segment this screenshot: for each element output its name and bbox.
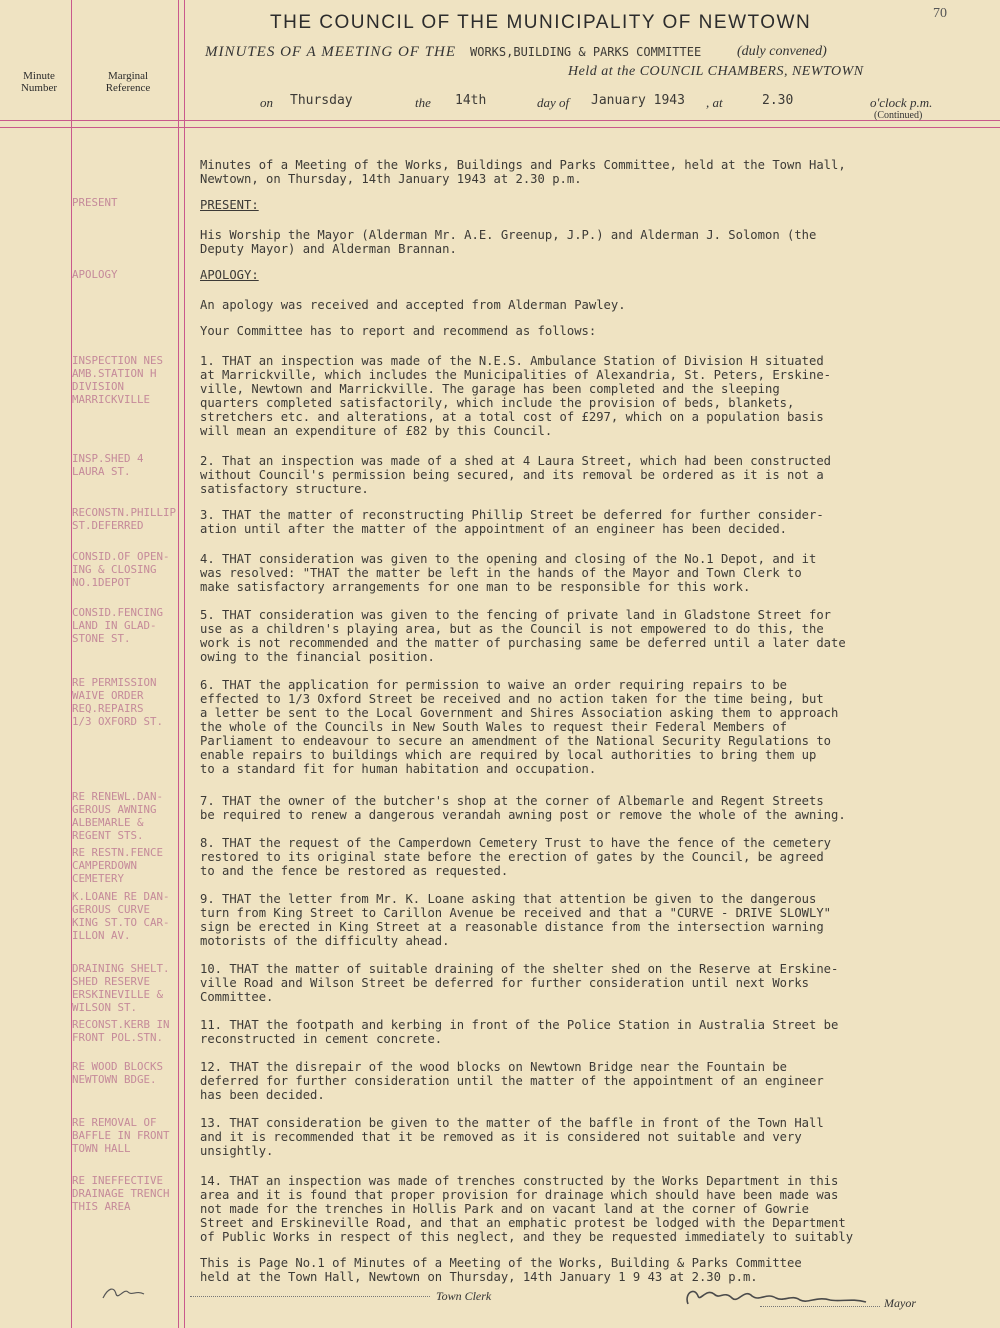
report-paragraph: Your Committee has to report and recommend as follows: xyxy=(200,324,597,338)
council-title: THE COUNCIL OF THE MUNICIPALITY OF NEWTOWN xyxy=(270,12,812,33)
margin-ref-item-9: K.LOANE RE DAN- GEROUS CURVE KING ST.TO CAR- ILLON AV. xyxy=(72,890,170,942)
minute-item-7: 7. THAT the owner of the butcher's shop at the corner of Albemarle and Regent Streets be required to renew a dangerous verandah awning post or remove the whole of the awning. xyxy=(200,794,846,822)
column-header-marginal-reference: Marginal Reference xyxy=(105,70,151,94)
margin-ref-item-6: RE PERMISSION WAIVE ORDER REQ.REPAIRS 1/3 OXFORD ST. xyxy=(72,676,164,728)
present-heading: PRESENT: xyxy=(200,198,259,212)
minute-item-13: 13. THAT consideration be given to the matter of the baffle in front of the Town Hall and it is recommended that it be removed as it is considered not suitable and very unsightly. xyxy=(200,1116,824,1158)
ruling-line-margin-column-2 xyxy=(184,0,185,1328)
meeting-time: 2.30 xyxy=(762,93,794,108)
minute-item-12: 12. THAT the disrepair of the wood blocks on Newtown Bridge near the Fountain be deferred for further consideration until the matter of the appointment of an engineer has been decided. xyxy=(200,1060,824,1102)
apology-paragraph: An apology was received and accepted from Alderman Pawley. xyxy=(200,298,626,312)
minute-item-6: 6. THAT the application for permission to waive an order requiring repairs to be effected to 1/3 Oxford Street be received and no action taken for the time being, but a letter be sent to the Local Government and Shires Association asking them to approach the whole of the Councils in New South Wales to request their Federal Members of Parliament to endeavour to secure an amendment of the National Security Regulations to enable repairs to buildings which are required by local authorities to bring them up to a standard fit for human habitation and occupation. xyxy=(200,678,839,776)
minute-item-4: 4. THAT consideration was given to the opening and closing of the No.1 Depot, and it was resolved: "THAT the matter be left in the hands of the Mayor and Town Clerk to make satisfactory arrangements for one man to be responsible for this work. xyxy=(200,552,817,594)
town-clerk-signature-line xyxy=(190,1296,430,1297)
minute-item-11: 11. THAT the footpath and kerbing in front of the Police Station in Australia Street be reconstructed in cement concrete. xyxy=(200,1018,839,1046)
continued-label: (Continued) xyxy=(874,110,923,121)
margin-ref-item-10: DRAINING SHELT. SHED RESERVE ERSKINEVILLE & WILSON ST. xyxy=(72,962,170,1014)
margin-ref-apology: APOLOGY xyxy=(72,268,118,281)
at-label: , at xyxy=(706,95,723,110)
minute-item-9: 9. THAT the letter from Mr. K. Loane asking that attention be given to the dangerous turn from King Street to Carillon Avenue be received and that a "CURVE - DRIVE SLOWLY" sign be erected in King Street at a reasonable distance from the intersection warning motorists of the difficulty ahead. xyxy=(200,892,832,948)
minutes-of-meeting-label: MINUTES OF A MEETING OF THE xyxy=(205,44,457,60)
minute-item-2: 2. That an inspection was made of a shed at 4 Laura Street, which had been constructed without Council's permission being secured, and its removal be ordered as it is not a satisfactory structure. xyxy=(200,454,832,496)
minute-item-5: 5. THAT consideration was given to the fencing of private land in Gladstone Street for use as a children's playing area, but as the Council is not empowered to do this, the work is not recommended and the matter of purchasing same be deferred until a later date owing to the financial position. xyxy=(200,608,846,664)
intro-paragraph: Minutes of a Meeting of the Works, Buildings and Parks Committee, held at the Town Hall, Newtown, on Thursday, 14th January 1943 at 2.30 p.m. xyxy=(200,158,846,186)
minute-item-14: 14. THAT an inspection was made of trenches constructed by the Works Department in this area and it is found that proper provision for drainage which should have been made was not made for the trenches in Hollis Park and on vacant land at the corner of Gowrie Street and Erskineville Road, and that an emphatic protest be lodged with the Department of Public Works in respect of this neglect, and they be requested immediately to suitably xyxy=(200,1174,854,1244)
margin-ref-item-3: RECONSTN.PHILLIP ST.DEFERRED xyxy=(72,506,177,532)
page-number: 70 xyxy=(933,6,947,21)
margin-ref-item-5: CONSID.FENCING LAND IN GLAD- STONE ST. xyxy=(72,606,164,645)
margin-ref-item-8: RE RESTN.FENCE CAMPERDOWN CEMETERY xyxy=(72,846,164,885)
mayor-label: Mayor xyxy=(884,1296,916,1310)
margin-ref-item-11: RECONST.KERB IN FRONT POL.STN. xyxy=(72,1018,170,1044)
minute-item-1: 1. THAT an inspection was made of the N.E.S. Ambulance Station of Division H situated at Marrickville, which includes the Municipalities of Alexandria, St. Peters, Erskine- ville, Newtown and Marrickville. The garage has been completed and the sleeping quarters completed satisfactorily, which include the provision of beds, blankets, stretchers etc. and alterations, at a total cost of £297, which on a population basis will mean an expenditure of £82 by this Council. xyxy=(200,354,832,438)
minute-item-8: 8. THAT the request of the Camperdown Cemetery Trust to have the fence of the cemetery restored to its original state before the erection of gates by the Council, be agreed to and the fence be restored as requested. xyxy=(200,836,832,878)
oclock-label: o'clock p.m. xyxy=(870,95,933,110)
apology-heading: APOLOGY: xyxy=(200,268,259,282)
minute-item-3: 3. THAT the matter of reconstructing Phillip Street be deferred for further consider- ation until after the matter of the appointment of an engineer has been decided. xyxy=(200,508,824,536)
duly-convened-label: (duly convened) xyxy=(737,44,827,59)
town-clerk-label: Town Clerk xyxy=(436,1289,492,1303)
the-label: the xyxy=(415,95,431,110)
on-label: on xyxy=(260,95,273,110)
margin-ref-item-2: INSP.SHED 4 LAURA ST. xyxy=(72,452,144,478)
meeting-weekday: Thursday xyxy=(290,93,353,108)
margin-ref-item-7: RE RENEWL.DAN- GEROUS AWNING ALBEMARLE & REGENT STS. xyxy=(72,790,164,842)
present-paragraph: His Worship the Mayor (Alderman Mr. A.E. Greenup, J.P.) and Alderman J. Solomon (the Deputy Mayor) and Alderman Brannan. xyxy=(200,228,817,256)
ruling-line-header-1 xyxy=(0,120,1000,121)
day-of-label: day of xyxy=(537,95,570,110)
minute-item-10: 10. THAT the matter of suitable draining of the shelter shed on the Reserve at Erskine- ville Road and Wilson Street be deferred for further consideration until next Works Committee. xyxy=(200,962,839,1004)
margin-ref-present: PRESENT xyxy=(72,196,118,209)
mayor-signature xyxy=(680,1280,880,1312)
meeting-month-year: January 1943 xyxy=(591,93,685,108)
margin-ref-item-14: RE INEFFECTIVE DRAINAGE TRENCH THIS AREA xyxy=(72,1174,170,1213)
column-header-minute-number: Minute Number xyxy=(20,70,58,94)
margin-ref-item-4: CONSID.OF OPEN- ING & CLOSING NO.1DEPOT xyxy=(72,550,170,589)
held-at-label: Held at the COUNCIL CHAMBERS, NEWTOWN xyxy=(568,64,864,79)
mayor-signature-line xyxy=(760,1306,880,1307)
initials-mark xyxy=(100,1282,150,1304)
meeting-day: 14th xyxy=(455,93,487,108)
page-note: This is Page No.1 of Minutes of a Meeting of the Works, Building & Parks Committee held at the Town Hall, Newtown on Thursday, 14th January 1 9 43 at 2.30 p.m. xyxy=(200,1256,802,1284)
margin-ref-item-1: INSPECTION NES AMB.STATION H DIVISION MARRICKVILLE xyxy=(72,354,164,406)
margin-ref-item-13: RE REMOVAL OF BAFFLE IN FRONT TOWN HALL xyxy=(72,1116,170,1155)
committee-name: WORKS,BUILDING & PARKS COMMITTEE xyxy=(470,45,702,59)
margin-ref-item-12: RE WOOD BLOCKS NEWTOWN BDGE. xyxy=(72,1060,164,1086)
ruling-line-header-2 xyxy=(0,127,1000,128)
